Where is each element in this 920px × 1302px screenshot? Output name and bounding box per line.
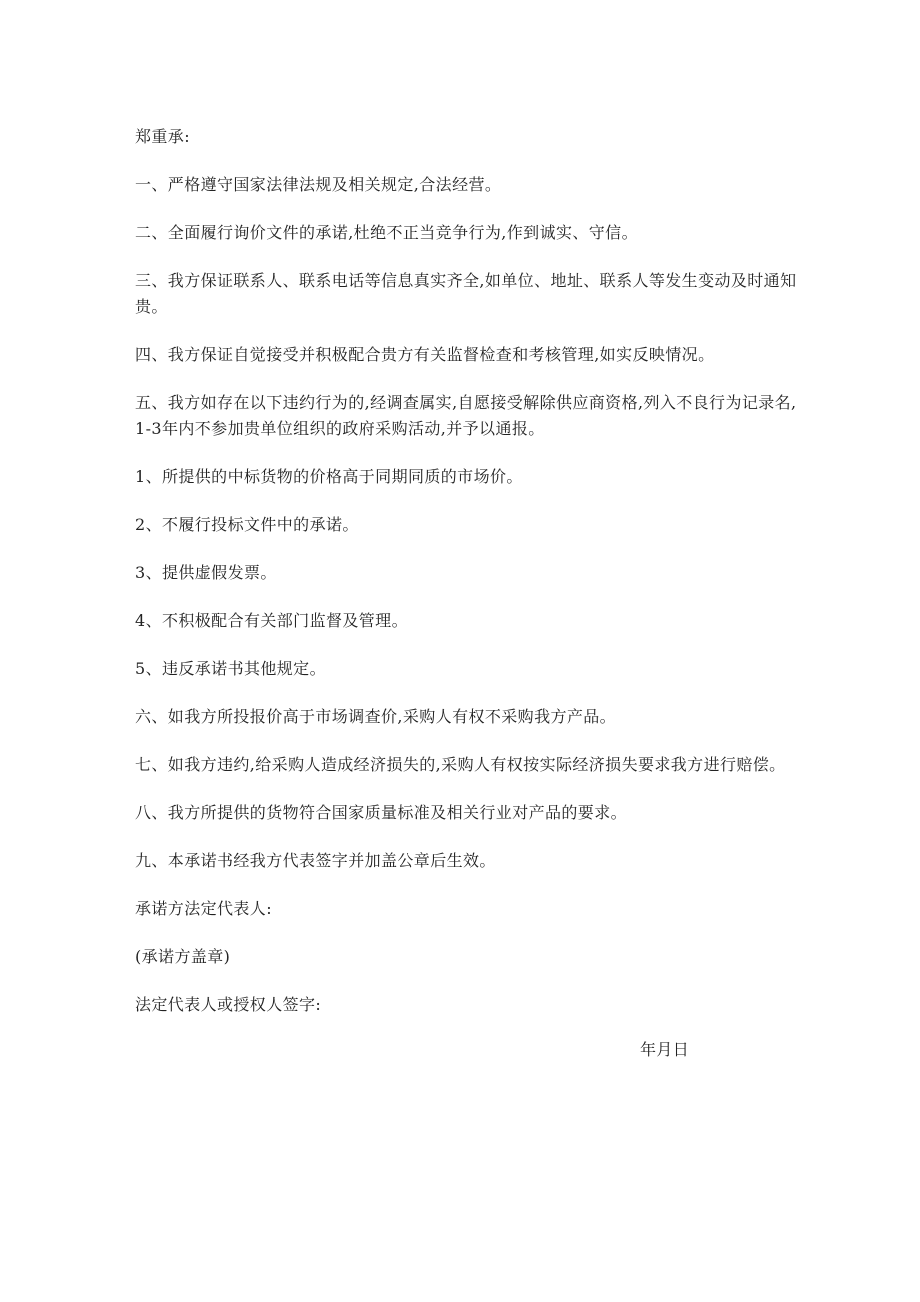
date-label: 年月日 [640, 1040, 690, 1059]
seal-label: (承诺方盖章) [135, 947, 231, 966]
clause-9: 九、本承诺书经我方代表签字并加盖公章后生效。 [135, 851, 496, 870]
clause-8: 八、我方所提供的货物符合国家质量标准及相关行业对产品的要求。 [135, 803, 628, 822]
violation-3: 3、提供虚假发票。 [135, 563, 277, 582]
violation-4: 4、不积极配合有关部门监督及管理。 [135, 611, 408, 630]
clause-2: 二、全面履行询价文件的承诺,杜绝不正当竞争行为,作到诚实、守信。 [135, 223, 638, 242]
legal-representative-label: 承诺方法定代表人: [135, 899, 272, 918]
clause-1: 一、严格遵守国家法律法规及相关规定,合法经营。 [135, 175, 502, 194]
violation-2: 2、不履行投标文件中的承诺。 [135, 515, 359, 534]
intro-line: 郑重承: [135, 127, 190, 146]
violation-5: 5、违反承诺书其他规定。 [135, 659, 326, 678]
clause-3: 三、我方保证联系人、联系电话等信息真实齐全,如单位、地址、联系人等发生变动及时通知贵。 [135, 271, 797, 316]
signature-label: 法定代表人或授权人签字: [135, 995, 322, 1014]
document-body [135, 124, 803, 1018]
clause-7: 七、如我方违约,给采购人造成经济损失的,采购人有权按实际经济损失要求我方进行赔偿。 [135, 755, 786, 774]
clause-6: 六、如我方所投报价高于市场调查价,采购人有权不采购我方产品。 [135, 707, 617, 726]
clause-5: 五、我方如存在以下违约行为的,经调查属实,自愿接受解除供应商资格,列入不良行为记录名,1-3年内不参加贵单位组织的政府采购活动,并予以通报。 [135, 393, 797, 438]
clause-4: 四、我方保证自觉接受并积极配合贵方有关监督检查和考核管理,如实反映情况。 [135, 345, 715, 364]
violation-1: 1、所提供的中标货物的价格高于同期同质的市场价。 [135, 467, 523, 486]
